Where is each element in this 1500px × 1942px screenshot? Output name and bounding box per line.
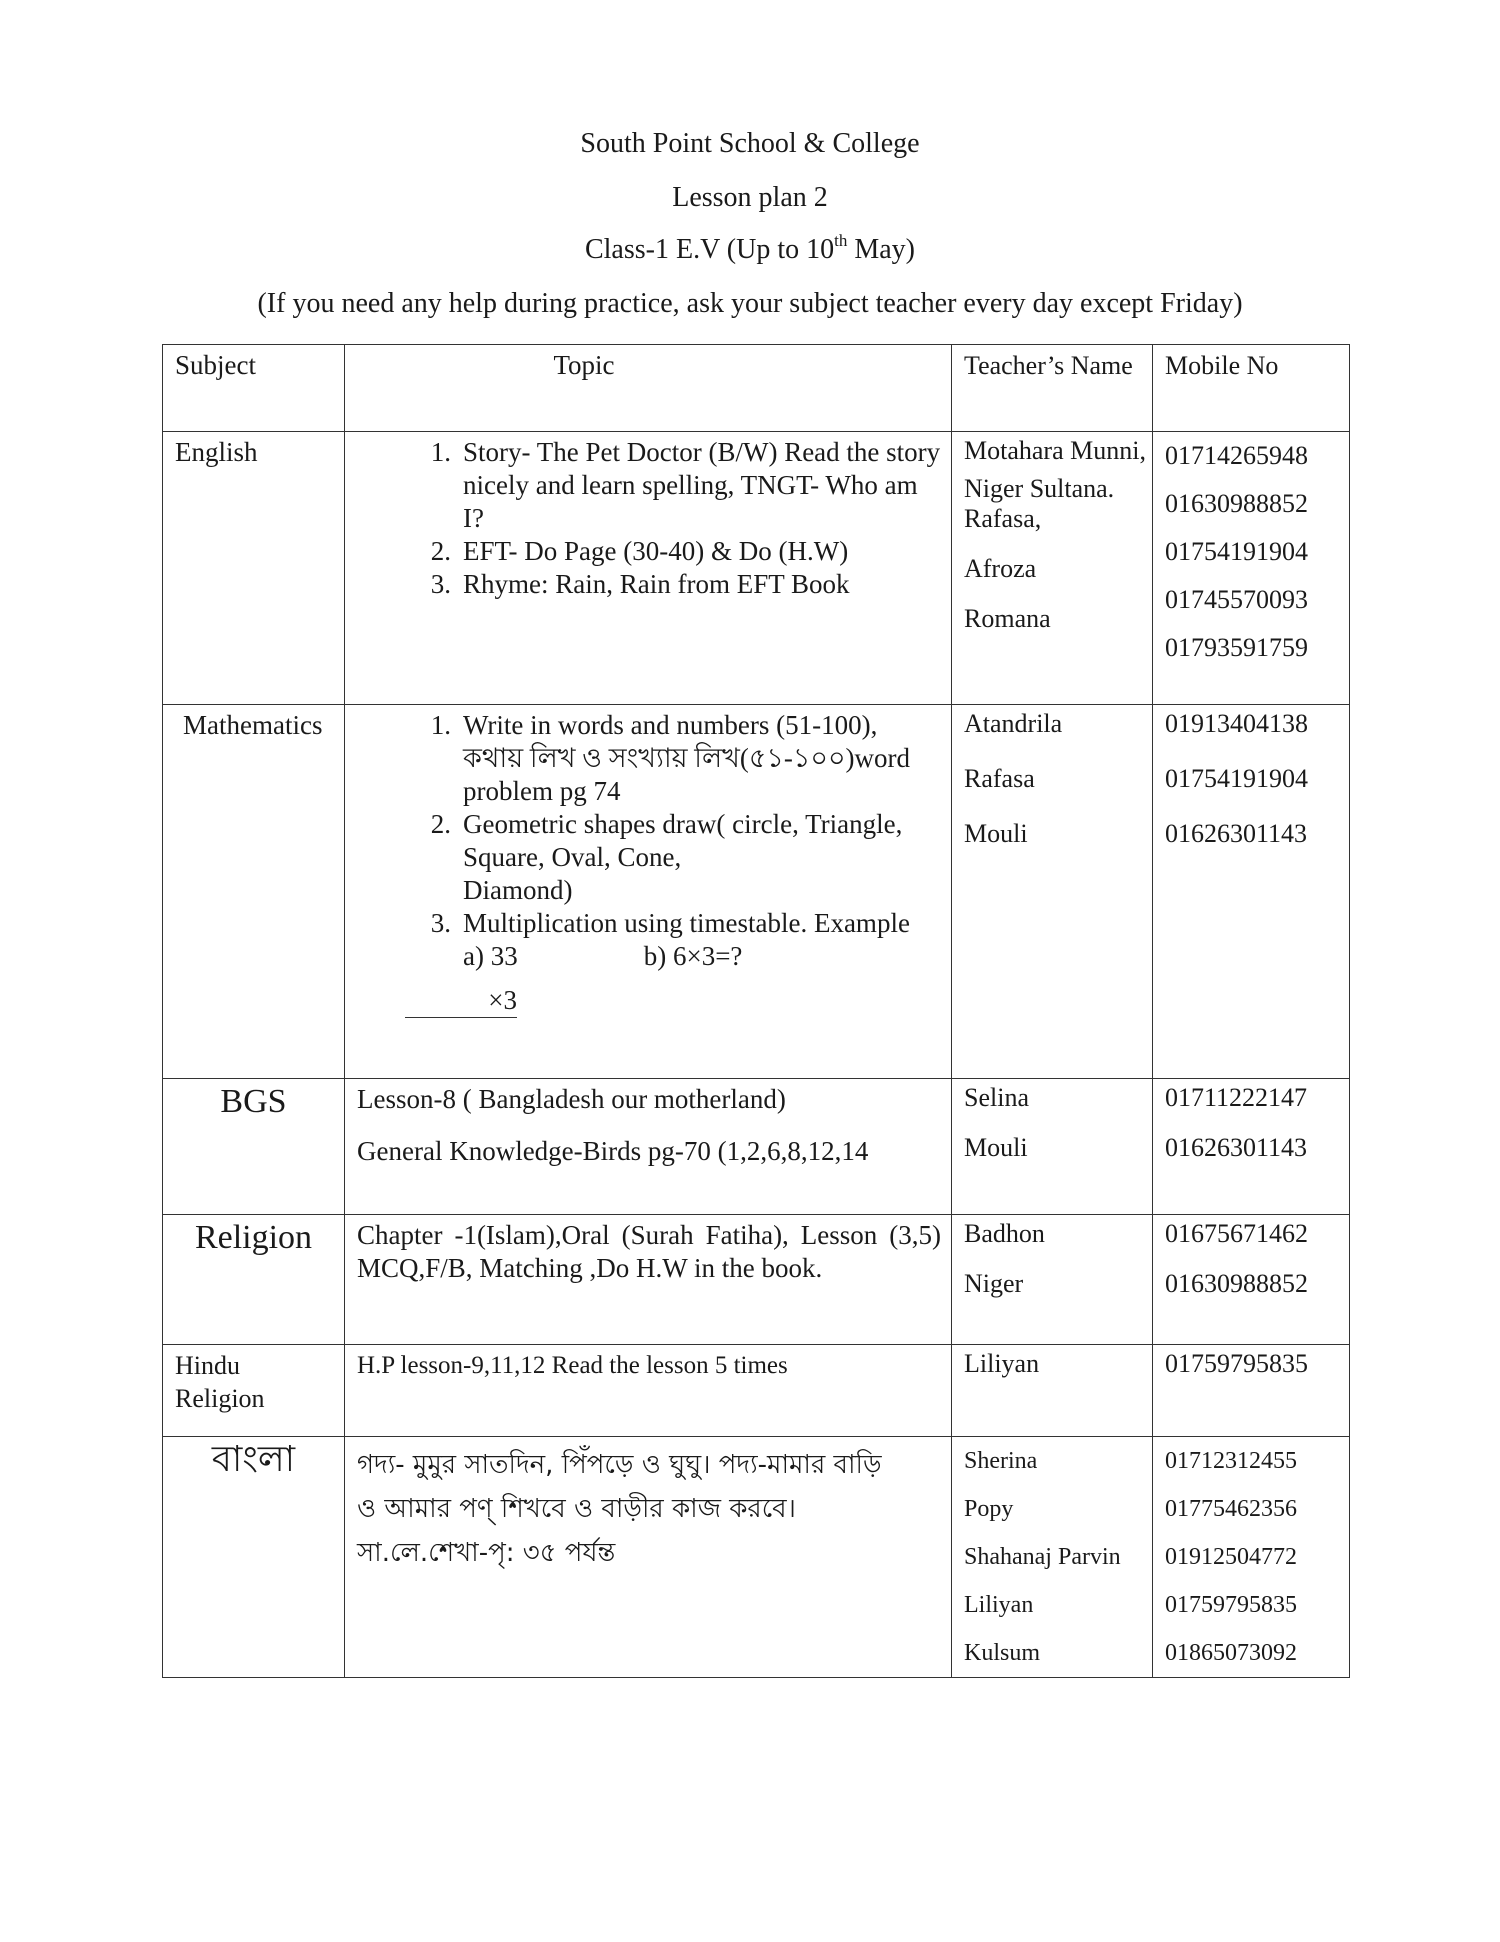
teacher-name: Sherina xyxy=(964,1448,1038,1474)
topic-math xyxy=(345,705,952,1079)
class-sup: th xyxy=(834,231,848,250)
teacher-name: Selina xyxy=(964,1083,1029,1112)
mobile-number: 01714265948 xyxy=(1165,441,1308,470)
list-item: Diamond) xyxy=(463,875,573,905)
table-row-english xyxy=(163,432,1350,705)
subject-bgs: BGS xyxy=(163,1079,345,1215)
lesson-table xyxy=(162,344,1350,1678)
topic-line: ও আমার পণ্ শিখবে ও বাড়ীর কাজ করবে। xyxy=(357,1494,796,1524)
list-item: 1. Story- The Pet Doctor (B/W) Read the story nicely and learn spelling, TNGT- Who am I? xyxy=(430,437,941,533)
header-subject: Subject xyxy=(163,345,345,432)
teacher-name: Niger xyxy=(964,1269,1024,1298)
mobiles-bangla xyxy=(1153,1437,1350,1678)
multiplication-example: ×3 xyxy=(405,983,517,1018)
class-prefix: Class-1 E.V (Up to 10 xyxy=(584,234,835,265)
table-row-hindu xyxy=(163,1345,1350,1437)
subject-math: Mathematics xyxy=(163,705,345,1079)
teachers-religion xyxy=(952,1215,1153,1345)
school-name: South Point School & College xyxy=(580,128,920,159)
teacher-name: Niger Sultana. Rafasa, xyxy=(964,474,1115,533)
subject-bangla: বাংলা xyxy=(163,1437,345,1678)
teacher-name: Afroza xyxy=(964,554,1037,583)
teacher-name: Shahanaj Parvin xyxy=(964,1544,1121,1570)
mobile-number: 01630988852 xyxy=(1165,489,1308,518)
table-header-row xyxy=(163,345,1350,432)
mobile-number: 01754191904 xyxy=(1165,764,1308,793)
mobile-number: 01775462356 xyxy=(1165,1496,1297,1522)
teachers-bangla xyxy=(952,1437,1153,1678)
mobiles-english xyxy=(1153,432,1350,705)
table-row-bgs xyxy=(163,1079,1350,1215)
mobile-number: 01745570093 xyxy=(1165,585,1308,614)
teacher-name: Badhon xyxy=(964,1219,1045,1248)
teacher-name: Mouli xyxy=(964,1133,1028,1162)
topic-line: General Knowledge-Birds pg-70 (1,2,6,8,12,14 xyxy=(357,1136,869,1166)
teachers-bgs xyxy=(952,1079,1153,1215)
list-item: 3. Multiplication using timestable. Example xyxy=(430,908,910,938)
list-item: 1. Write in words and numbers (51-100), কথায় লিখ ও সংখ্যায় লিখ(৫১-১০০)word problem pg 74 xyxy=(430,710,911,806)
topic-english xyxy=(345,432,952,705)
mobile-number: 01793591759 xyxy=(1165,633,1308,662)
topic-bgs xyxy=(345,1079,952,1215)
mobile-number: 01912504772 xyxy=(1165,1544,1297,1570)
topic-religion: Chapter -1(Islam),Oral (Surah Fatiha), Lesson (3,5) MCQ,F/B, Matching ,Do H.W in the book. xyxy=(345,1215,952,1345)
teacher-name: Popy xyxy=(964,1496,1014,1522)
table-row-bangla xyxy=(163,1437,1350,1678)
list-item: a) 33 b) 6×3=? xyxy=(463,941,743,971)
mobiles-religion xyxy=(1153,1215,1350,1345)
topic-line: গদ্য- মুমুর সাতদিন, পিঁপড়ে ও ঘুঘু। পদ্য-মামার বাড়ি xyxy=(357,1450,882,1480)
teacher-name: Romana xyxy=(964,604,1051,633)
mobile-number: 01626301143 xyxy=(1165,819,1308,848)
mobile-number: 01711222147 xyxy=(1165,1083,1308,1112)
topic-hindu: H.P lesson-9,11,12 Read the lesson 5 times xyxy=(345,1345,952,1437)
mobile-number: 01913404138 xyxy=(1165,709,1308,738)
teachers-hindu xyxy=(952,1345,1153,1437)
list-item: 2. EFT- Do Page (30-40) & Do (H.W) xyxy=(430,536,849,566)
mobile-number: 01754191904 xyxy=(1165,537,1308,566)
class-line xyxy=(0,231,1500,266)
subject-religion: Religion xyxy=(163,1215,345,1345)
teachers-math xyxy=(952,705,1153,1079)
list-item: 2. Geometric shapes draw( circle, Triangle, Square, Oval, Cone, xyxy=(430,809,903,872)
mobile-number: 01865073092 xyxy=(1165,1640,1297,1666)
class-suffix: May) xyxy=(847,234,916,265)
teacher-name: Rafasa xyxy=(964,764,1035,793)
topic-bangla xyxy=(345,1437,952,1678)
list-item: 3. Rhyme: Rain, Rain from EFT Book xyxy=(430,569,850,599)
teacher-name: Kulsum xyxy=(964,1640,1041,1666)
teacher-name: Motahara Munni, xyxy=(964,436,1146,465)
mobile-number: 01675671462 xyxy=(1165,1219,1308,1248)
subject-english: English xyxy=(163,432,345,705)
mobile-number: 01626301143 xyxy=(1165,1133,1308,1162)
help-note: (If you need any help during practice, ask your subject teacher every day except Friday) xyxy=(257,288,1243,319)
teacher-name: Atandrila xyxy=(964,709,1063,738)
mobile-number: 01759795835 xyxy=(1165,1592,1297,1618)
mobiles-math xyxy=(1153,705,1350,1079)
mobiles-bgs xyxy=(1153,1079,1350,1215)
lesson-plan-title: Lesson plan 2 xyxy=(672,182,828,213)
topic-line: Lesson-8 ( Bangladesh our motherland) xyxy=(357,1084,786,1114)
teacher-name: Liliyan xyxy=(964,1349,1040,1378)
table-row-religion xyxy=(163,1215,1350,1345)
subject-hindu: Hindu Religion xyxy=(163,1345,345,1437)
teacher-name: Mouli xyxy=(964,819,1028,848)
mobile-number: 01630988852 xyxy=(1165,1269,1308,1298)
header-mobile: Mobile No xyxy=(1153,345,1350,432)
topic-line: সা.লে.শেখা-পৃ: ৩৫ পর্যন্ত xyxy=(357,1538,616,1568)
header-topic: Topic xyxy=(345,345,952,432)
table-row-math xyxy=(163,705,1350,1079)
mobiles-hindu xyxy=(1153,1345,1350,1437)
teachers-english xyxy=(952,432,1153,705)
header-teacher: Teacher’s Name xyxy=(952,345,1153,432)
mobile-number: 01712312455 xyxy=(1165,1448,1297,1474)
mobile-number: 01759795835 xyxy=(1165,1349,1308,1378)
teacher-name: Liliyan xyxy=(964,1592,1034,1618)
